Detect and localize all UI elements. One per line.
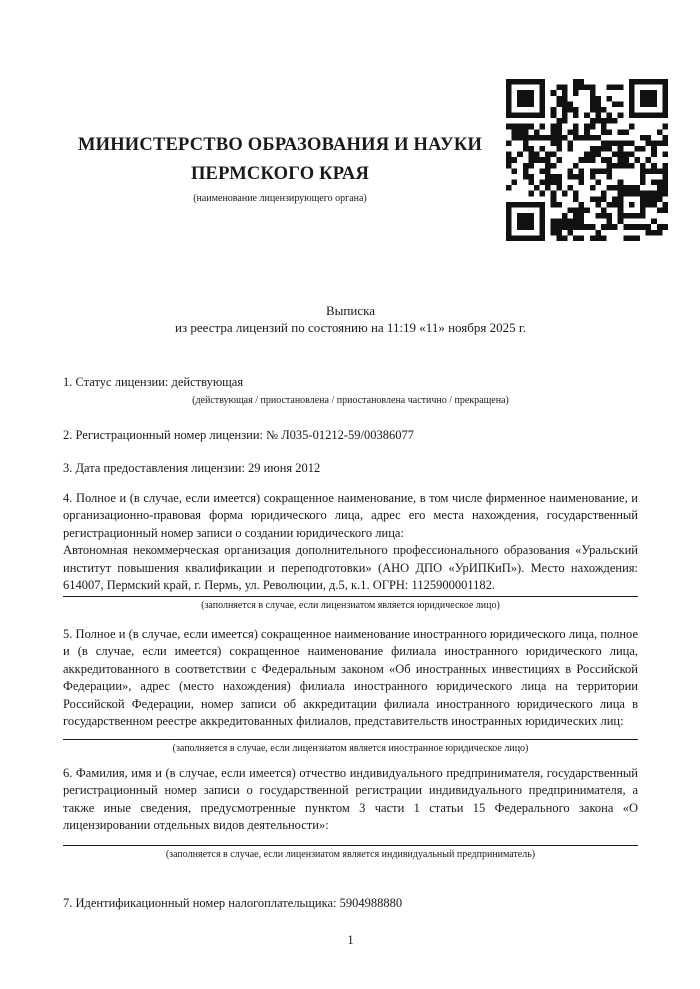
document-title-line2: из реестра лицензий по состоянию на 11:19 «11» ноября 2025 г. bbox=[175, 320, 526, 335]
entrepreneur-caption: (заполняется в случае, если лицензиатом является индивидуальный предприниматель) bbox=[165, 848, 536, 860]
qr-code bbox=[506, 79, 668, 241]
foreign-entity-caption: (заполняется в случае, если лицензиатом является иностранное юридическое лицо) bbox=[172, 742, 529, 754]
document-title bbox=[63, 302, 638, 336]
item-license-status bbox=[63, 374, 638, 407]
ministry-caption: (наименование лицензирующего органа) bbox=[193, 193, 367, 204]
item-registration-number bbox=[63, 427, 638, 445]
legal-entity-value: Автономная некоммерческая организация дополнительного профессионального образования «Уральский институт повышения квалификации и переподготовки» (АНО ДПО «УрИПКиП»). Место нахождения: 614007, Пермский край, г. Пермь, ул. Революции, д.5, к.1. ОГРН: 1125900001182. bbox=[63, 542, 638, 597]
item-legal-entity bbox=[63, 490, 638, 612]
document-body bbox=[63, 302, 638, 950]
license-status-caption: (действующая / приостановлена / приостановлена частично / прекращена) bbox=[192, 394, 509, 406]
item-entrepreneur bbox=[63, 765, 638, 861]
item-taxpayer-number bbox=[63, 895, 638, 913]
legal-entity-text: 4. Полное и (в случае, если имеется) сокращенное наименование, в том числе фирменное наименование, и организационно-правовая форма юридического лица, адрес его места нахождения, государственный регистрационный номер записи о создании юридического лица: bbox=[63, 490, 638, 540]
ministry-name-line1: МИНИСТЕРСТВО ОБРАЗОВАНИЯ И НАУКИ bbox=[77, 135, 483, 155]
foreign-entity-blank-line bbox=[63, 739, 638, 740]
licensing-authority-header bbox=[63, 131, 497, 205]
document-title-line1: Выписка bbox=[326, 303, 375, 318]
item-grant-date bbox=[63, 460, 638, 478]
registration-number-text: 2. Регистрационный номер лицензии: № Л035-01212-59/00386077 bbox=[63, 427, 414, 442]
grant-date-text: 3. Дата предоставления лицензии: 29 июня 2012 bbox=[63, 461, 321, 475]
page-number: 1 bbox=[347, 933, 354, 947]
foreign-entity-text: 5. Полное и (в случае, если имеется) сокращенное наименование иностранного юридического лица, полное и (в случае, если имеется) сокращенное наименование филиала иностранного юридического лица, аккредитованного в соответствии с Федеральным законом «Об иностранных инвестициях в Российской Федерации», адрес (место нахождения) филиала иностранного юридического лица на территории Российской Федерации, номер записи об аккредитации филиала иностранного юридического лица в государственном реестре аккредитованных филиалов, представительств иностранных юридических лиц: bbox=[63, 626, 638, 728]
license-status-text: 1. Статус лицензии: действующая bbox=[63, 375, 244, 389]
taxpayer-number-text: 7. Идентификационный номер налогоплательщика: 5904988880 bbox=[63, 895, 403, 910]
item-foreign-entity bbox=[63, 626, 638, 755]
entrepreneur-text: 6. Фамилия, имя и (в случае, если имеется) отчество индивидуального предпринимателя, государственный регистрационный номер записи о государственной регистрации индивидуального предпринимателя, а также иные сведения, предусмотренные пунктом 3 части 1 статьи 15 Федерального закона «О лицензировании отдельных видов деятельности»: bbox=[63, 765, 638, 832]
legal-entity-caption: (заполняется в случае, если лицензиатом является юридическое лицо) bbox=[201, 599, 500, 611]
entrepreneur-blank-line bbox=[63, 845, 638, 846]
qr-code-svg bbox=[506, 79, 668, 241]
ministry-name-line2: ПЕРМСКОГО КРАЯ bbox=[190, 164, 370, 184]
